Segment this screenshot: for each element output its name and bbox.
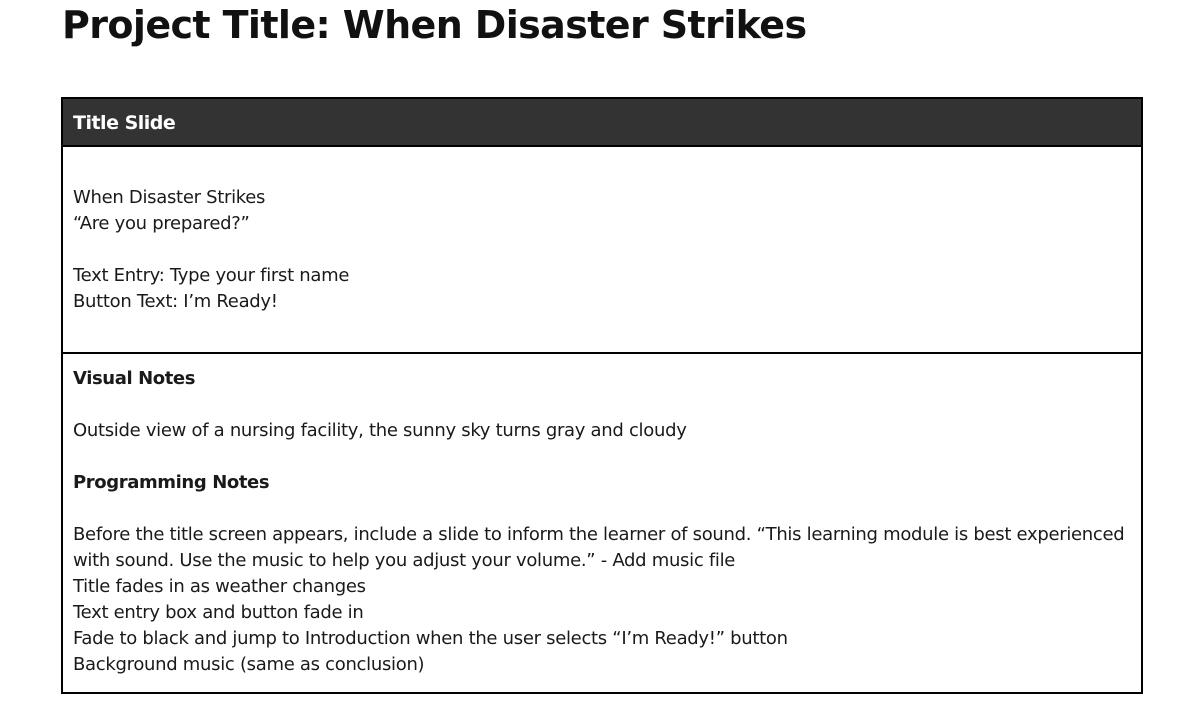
slide-subtitle-text: “Are you prepared?” xyxy=(73,213,250,234)
programming-note-line: Before the title screen appears, include a slide to inform the learner of sound. “This learning module is best experienced with sound. Use the music to help you adjust your volume.” - Add music file xyxy=(73,524,1125,571)
table-header-title-slide: Title Slide xyxy=(63,99,1141,147)
programming-note-line: Background music (same as conclusion) xyxy=(73,654,425,675)
programming-note-line: Title fades in as weather changes xyxy=(73,576,366,597)
slide-title-text: When Disaster Strikes xyxy=(73,187,266,208)
notes-cell xyxy=(63,354,1141,692)
text-entry-spec: Text Entry: Type your first name xyxy=(73,265,350,286)
slide-content-cell xyxy=(63,147,1141,354)
spacer xyxy=(73,496,1131,522)
visual-notes-text: Outside view of a nursing facility, the sunny sky turns gray and cloudy xyxy=(73,420,687,441)
storyboard-table xyxy=(61,97,1143,694)
programming-notes-heading: Programming Notes xyxy=(73,472,270,493)
button-text-spec: Button Text: I’m Ready! xyxy=(73,291,278,312)
programming-note-line: Text entry box and button fade in xyxy=(73,602,364,623)
spacer xyxy=(73,444,1131,470)
visual-notes-heading: Visual Notes xyxy=(73,368,196,389)
page-title: Project Title: When Disaster Strikes xyxy=(62,3,807,47)
spacer xyxy=(73,392,1131,418)
programming-note-line: Fade to black and jump to Introduction when the user selects “I’m Ready!” button xyxy=(73,628,788,649)
spacer xyxy=(73,237,1131,263)
